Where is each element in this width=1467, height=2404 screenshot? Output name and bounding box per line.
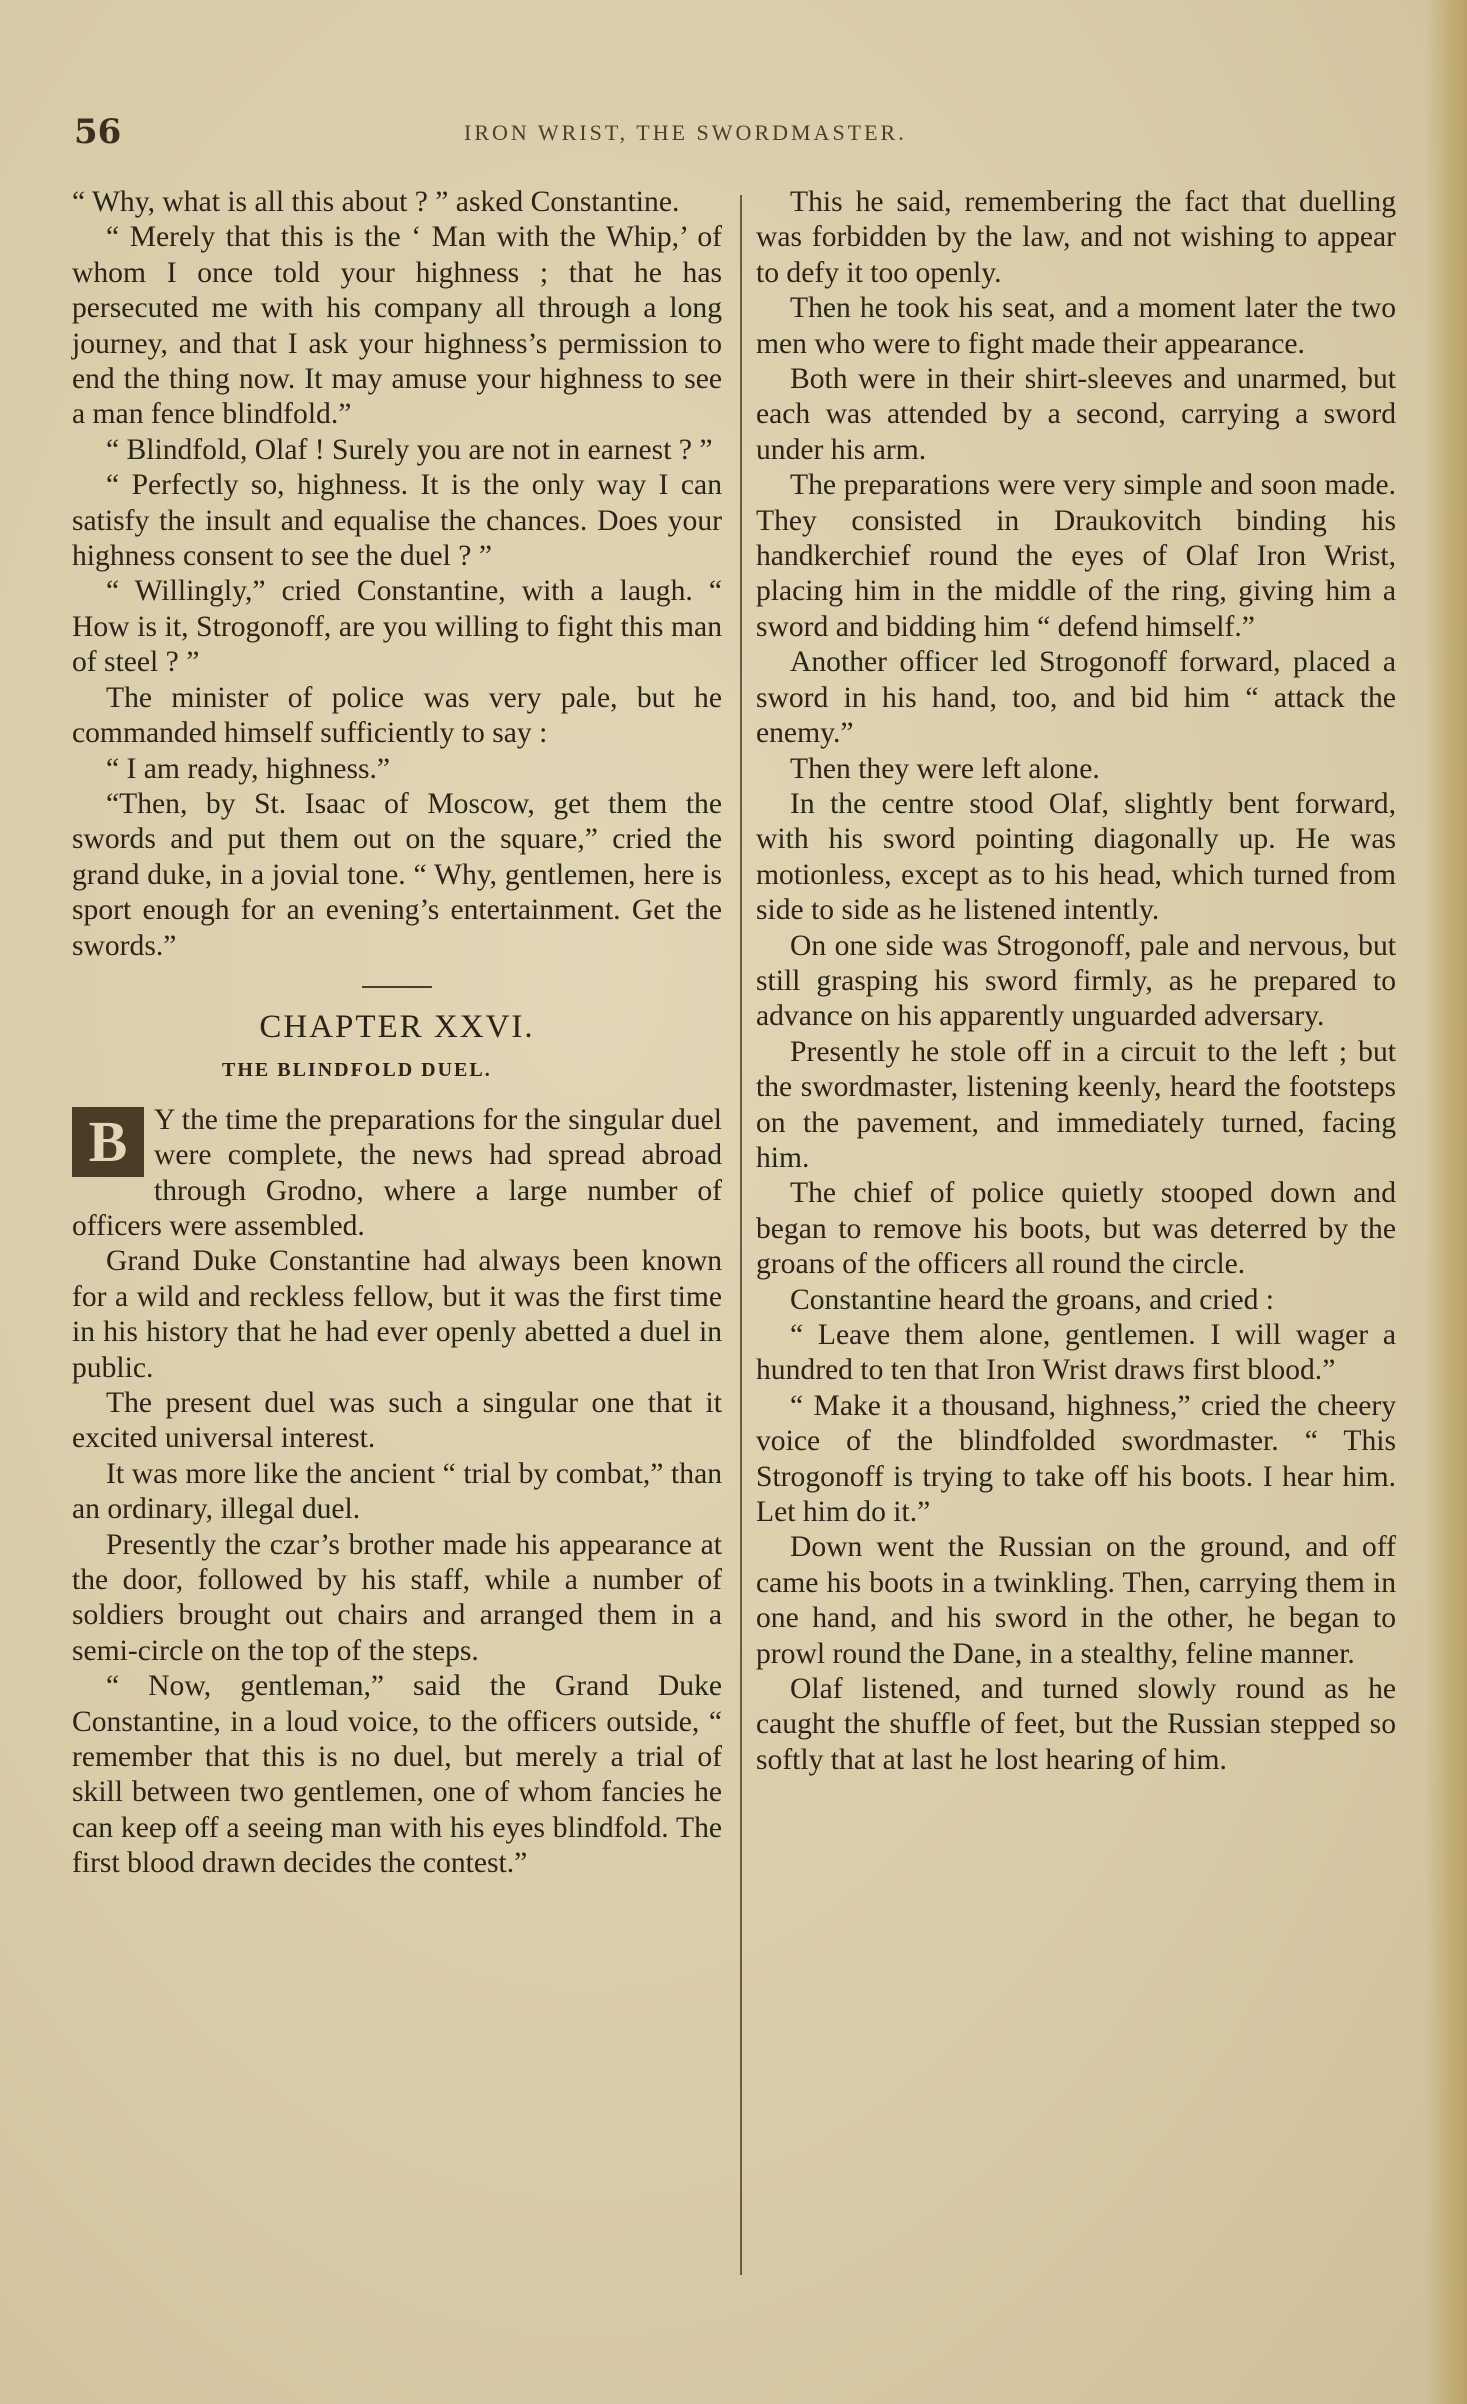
paragraph: The preparations were very simple and soon made. They consisted in Draukovitch binding his handkerchief round the eyes of Olaf Iron Wrist, placing him in the middle of the ring, giving him a sword and bidding him “ defend himself.” [756, 469, 1396, 643]
page-header [74, 112, 1394, 162]
column-divider [740, 195, 742, 2275]
paragraph: This he said, remembering the fact that duelling was forbidden by the law, and not wishing to appear to defy it too openly. [756, 186, 1396, 289]
paragraph: The chief of police quietly stooped down and began to remove his boots, but was deterred by the groans of the officers all round the circle. [756, 1177, 1396, 1281]
right-column [756, 185, 1396, 1778]
drop-cap: B [72, 1107, 144, 1177]
paragraph: “Then, by St. Isaac of Moscow, get them the swords and put them out on the square,” cried the grand duke, in a jovial tone. “ Why, gentlemen, here is sport enough for an evening’s entertainment. Get the swords.” [72, 787, 722, 962]
paragraph: “ Why, what is all this about ? ” asked Constantine. [72, 186, 680, 218]
paragraph: Grand Duke Constantine had always been known for a wild and reckless fellow, but it was the first time in his history that he had ever openly abetted a duel in public. [72, 1245, 722, 1384]
paragraph: The present duel was such a singular one that it excited universal interest. [72, 1387, 722, 1455]
page-number: 56 [74, 112, 122, 152]
paragraph: “ Make it a thousand, highness,” cried the cheery voice of the blindfolded swordmaster. “ This Strogonoff is trying to take off his boots. I hear him. Let him do it.” [756, 1389, 1396, 1529]
paragraph: It was more like the ancient “ trial by combat,” than an ordinary, illegal duel. [72, 1457, 722, 1526]
paragraph: Another officer led Strogonoff forward, placed a sword in his hand, too, and bid him “ attack the enemy.” [756, 646, 1396, 750]
chapter-title: CHAPTER XXVI. [259, 1008, 535, 1045]
paragraph: Olaf listened, and turned slowly round as he caught the shuffle of feet, but the Russian stepped so softly that at last he lost hearing of him. [756, 1673, 1396, 1776]
paragraph: Presently the czar’s brother made his appearance at the door, followed by his staff, while a number of soldiers brought out chairs and arranged them in a semi-circle on the top of the steps. [72, 1528, 722, 1667]
paragraph: “ Willingly,” cried Constantine, with a laugh. “ How is it, Strogonoff, are you willing to fight this man of steel ? ” [72, 575, 722, 679]
paragraph: Then they were left alone. [790, 752, 1100, 785]
paragraph: “ I am ready, highness.” [106, 752, 391, 785]
paragraph: Constantine heard the groans, and cried : [790, 1283, 1275, 1316]
left-column [72, 185, 722, 1882]
chapter-subtitle: THE BLINDFOLD DUEL. [222, 1059, 492, 1082]
paragraph: In the centre stood Olaf, slightly bent forward, with his sword pointing diagonally up. He was motionless, except as to his head, which turned from side to side as he listened intently. [756, 787, 1396, 927]
paragraph: Presently he stole off in a circuit to the left ; but the swordmaster, listening keenly, heard the footsteps on the pavement, and immediately turned, facing him. [756, 1035, 1396, 1174]
paragraph: The minister of police was very pale, but he commanded himself sufficiently to say : [72, 681, 722, 750]
paragraph: “ Leave them alone, gentlemen. I will wager a hundred to ten that Iron Wrist draws first blood.” [756, 1319, 1396, 1387]
paragraph: “ Blindfold, Olaf ! Surely you are not in earnest ? ” [106, 433, 713, 466]
paragraph: “ Merely that this is the ‘ Man with the Whip,’ of whom I once told your highness ; that he has persecuted me with his company all through a long journey, and that I ask your highness’s permission to end the thing now. It may amuse your highness to see a man fence blindfold.” [72, 221, 722, 431]
paragraph: Y the time the preparations for the singular duel were complete, the news had spread abroad through Grodno, where a large number of officers were assembled. [72, 1103, 722, 1242]
page-edge-shadow [1425, 0, 1467, 2404]
paragraph: “ Perfectly so, highness. It is the only way I can satisfy the insult and equalise the chances. Does your highness consent to see the duel ? ” [72, 469, 722, 573]
chapter-opening [72, 1103, 722, 1245]
paragraph: Then he took his seat, and a moment later the two men who were to fight made their appearance. [756, 292, 1396, 360]
chapter-rule [362, 986, 432, 988]
paragraph: Both were in their shirt-sleeves and unarmed, but each was attended by a second, carrying a sword under his arm. [756, 363, 1396, 466]
paragraph: “ Now, gentleman,” said the Grand Duke Constantine, in a loud voice, to the officers outside, “ remember that this is no duel, but merely a trial of skill between two gentlemen, one of whom fancies he can keep off a seeing man with his eyes blindfold. The first blood drawn decides the contest.” [72, 1670, 722, 1880]
running-head: IRON WRIST, THE SWORDMASTER. [464, 120, 907, 145]
paragraph: On one side was Strogonoff, pale and nervous, but still grasping his sword firmly, as he prepared to advance on his apparently unguarded adversary. [756, 929, 1396, 1033]
paragraph: Down went the Russian on the ground, and off came his boots in a twinkling. Then, carrying them in one hand, and his sword in the other, he began to prowl round the Dane, in a stealthy, feline manner. [756, 1531, 1396, 1670]
